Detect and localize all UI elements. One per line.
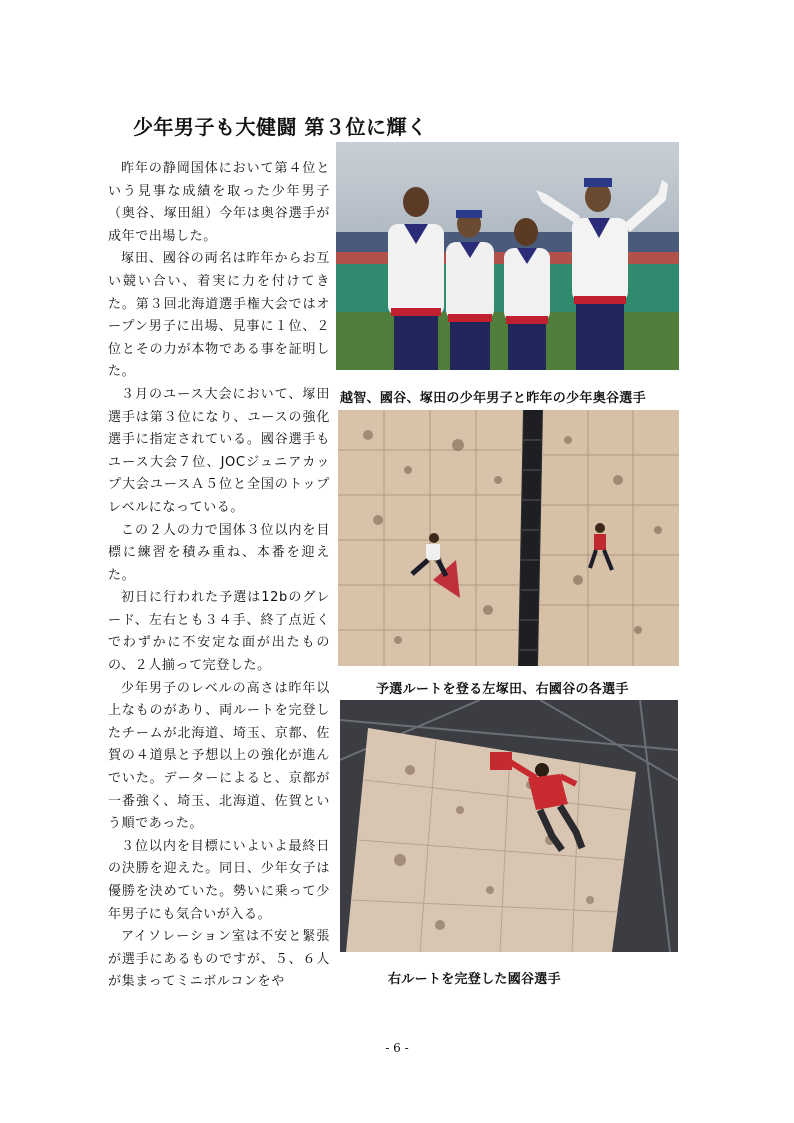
paragraph: ３月のユース大会において、塚田選手は第３位になり、ユースの強化選手に指定されている。國谷選手もユース大会７位、JOCジュニアカップ大会ユースＡ５位と全国のトップレベルになっている。	[108, 386, 330, 515]
paragraph: アイソレーション室は不安と緊張が選手にあるものですが、５、６人が集まってミニボルコンをや	[108, 929, 330, 990]
photo-caption: 予選ルートを登る左塚田、右國谷の各選手	[376, 682, 629, 697]
photo-caption: 右ルートを完登した國谷選手	[388, 972, 561, 987]
final-climbing-photo	[340, 700, 678, 952]
article-body	[108, 158, 330, 994]
photo-caption: 越智、國谷、塚田の少年男子と昨年の少年奥谷選手	[340, 391, 646, 406]
paragraph: 少年男子のレベルの高さは昨年以上なものがあり、両ルートを完登したチームが北海道、埼玉、京都、佐賀の４道県と予想以上の強化が進んでいた。データーによると、京都が一番強く、埼玉、北海道、佐賀という順であった。	[108, 680, 330, 832]
page-number: - 6 -	[385, 1041, 409, 1055]
paragraph: ３位以内を目標にいよいよ最終日の決勝を迎えた。同日、少年女子は優勝を決めていた。勢いに乗って少年男子にも気合いが入る。	[108, 838, 330, 922]
paragraph: この２人の力で国体３位以内を目標に練習を積み重ね、本番を迎えた。	[108, 522, 330, 583]
paragraph: 初日に行われた予選は12bのグレード、左右とも３４手、終了点近くでわずかに不安定な面が出たものの、２人揃って完登した。	[108, 590, 330, 674]
paragraph: 昨年の静岡国体において第４位という見事な成績を取った少年男子（奥谷、塚田組）今年は奥谷選手が成年で出場した。	[108, 161, 330, 244]
paragraph: 塚田、國谷の両名は昨年からお互い競い合い、着実に力を付けてきた。第３回北海道選手権大会ではオープン男子に出場、見事に１位、２位とその力が本物である事を証明した。	[108, 251, 330, 380]
qualifier-climbing-photo	[338, 410, 679, 666]
team-photo	[336, 142, 679, 370]
article-title: 少年男子も大健闘 第３位に輝く	[133, 115, 428, 139]
